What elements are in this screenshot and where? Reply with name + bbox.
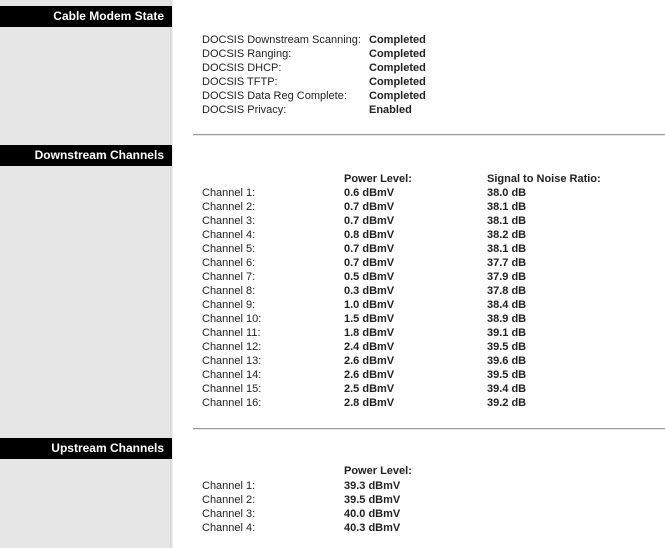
snr-value: 39.2 dB	[487, 397, 527, 409]
status-label: DOCSIS DHCP:	[202, 62, 282, 74]
snr-value: 39.4 dB	[487, 383, 527, 395]
power-level-value: 39.3 dBmV	[344, 480, 401, 492]
channel-label: Channel 10:	[202, 313, 262, 325]
sidebar	[0, 0, 170, 548]
power-level-value: 2.4 dBmV	[344, 341, 395, 353]
snr-value: 39.5 dB	[487, 341, 527, 353]
snr-value: 38.1 dB	[487, 215, 527, 227]
snr-value: 37.9 dB	[487, 271, 527, 283]
power-level-value: 2.5 dBmV	[344, 383, 395, 395]
snr-value: 37.8 dB	[487, 285, 527, 297]
channel-label: Channel 11:	[202, 327, 261, 339]
power-level-value: 0.7 dBmV	[344, 215, 395, 227]
channel-label: Channel 8:	[202, 285, 256, 297]
channel-label: Channel 4:	[202, 522, 256, 534]
channel-label: Channel 16:	[202, 397, 262, 409]
downstream-channels-header: Downstream Channels	[0, 145, 172, 166]
power-level-value: 2.8 dBmV	[344, 397, 395, 409]
channel-label: Channel 9:	[202, 299, 256, 311]
status-label: DOCSIS Privacy:	[202, 104, 287, 116]
power-level-value: 0.8 dBmV	[344, 229, 395, 241]
snr-value: 38.1 dB	[487, 243, 527, 255]
channel-label: Channel 13:	[202, 355, 262, 367]
snr-value: 38.4 dB	[487, 299, 527, 311]
power-level-value: 0.5 dBmV	[344, 271, 395, 283]
sidebar-edge	[170, 0, 173, 548]
upstream-power-level-heading: Power Level:	[344, 465, 412, 477]
power-level-value: 1.0 dBmV	[344, 299, 395, 311]
snr-value: 39.1 dB	[487, 327, 527, 339]
snr-value: 39.6 dB	[487, 355, 527, 367]
status-value: Completed	[369, 62, 426, 74]
snr-value: 38.1 dB	[487, 201, 527, 213]
channel-label: Channel 2:	[202, 201, 256, 213]
status-label: DOCSIS Ranging:	[202, 48, 292, 60]
channel-label: Channel 2:	[202, 494, 256, 506]
channel-label: Channel 4:	[202, 229, 256, 241]
channel-label: Channel 1:	[202, 480, 256, 492]
power-level-value: 40.3 dBmV	[344, 522, 401, 534]
status-value: Enabled	[369, 104, 412, 116]
status-value: Completed	[369, 34, 426, 46]
power-level-value: 2.6 dBmV	[344, 369, 395, 381]
status-value: Completed	[369, 48, 426, 60]
power-level-value: 1.5 dBmV	[344, 313, 395, 325]
channel-label: Channel 7:	[202, 271, 256, 283]
channel-label: Channel 15:	[202, 383, 262, 395]
power-level-value: 2.6 dBmV	[344, 355, 395, 367]
power-level-value: 40.0 dBmV	[344, 508, 401, 520]
upstream-channels-header: Upstream Channels	[0, 438, 172, 459]
power-level-value: 39.5 dBmV	[344, 494, 401, 506]
status-value: Completed	[369, 76, 426, 88]
status-value: Completed	[369, 90, 426, 102]
power-level-value: 0.7 dBmV	[344, 201, 395, 213]
status-label: DOCSIS Downstream Scanning:	[202, 34, 361, 46]
downstream-snr-heading: Signal to Noise Ratio:	[487, 173, 601, 185]
snr-value: 38.2 dB	[487, 229, 527, 241]
power-level-value: 0.7 dBmV	[344, 257, 395, 269]
channel-label: Channel 14:	[202, 369, 262, 381]
power-level-value: 0.7 dBmV	[344, 243, 395, 255]
snr-value: 38.9 dB	[487, 313, 527, 325]
status-label: DOCSIS Data Reg Complete:	[202, 90, 347, 102]
status-label: DOCSIS TFTP:	[202, 76, 278, 88]
snr-value: 37.7 dB	[487, 257, 527, 269]
cable-modem-state-header: Cable Modem State	[0, 6, 172, 27]
snr-value: 39.5 dB	[487, 369, 527, 381]
downstream-power-level-heading: Power Level:	[344, 173, 412, 185]
power-level-value: 0.3 dBmV	[344, 285, 395, 297]
snr-value: 38.0 dB	[487, 187, 527, 199]
section-divider	[193, 428, 665, 430]
channel-label: Channel 6:	[202, 257, 256, 269]
channel-label: Channel 1:	[202, 187, 256, 199]
power-level-value: 0.6 dBmV	[344, 187, 395, 199]
channel-label: Channel 3:	[202, 215, 256, 227]
channel-label: Channel 12:	[202, 341, 262, 353]
section-divider	[193, 134, 665, 136]
channel-label: Channel 3:	[202, 508, 256, 520]
power-level-value: 1.8 dBmV	[344, 327, 395, 339]
channel-label: Channel 5:	[202, 243, 256, 255]
